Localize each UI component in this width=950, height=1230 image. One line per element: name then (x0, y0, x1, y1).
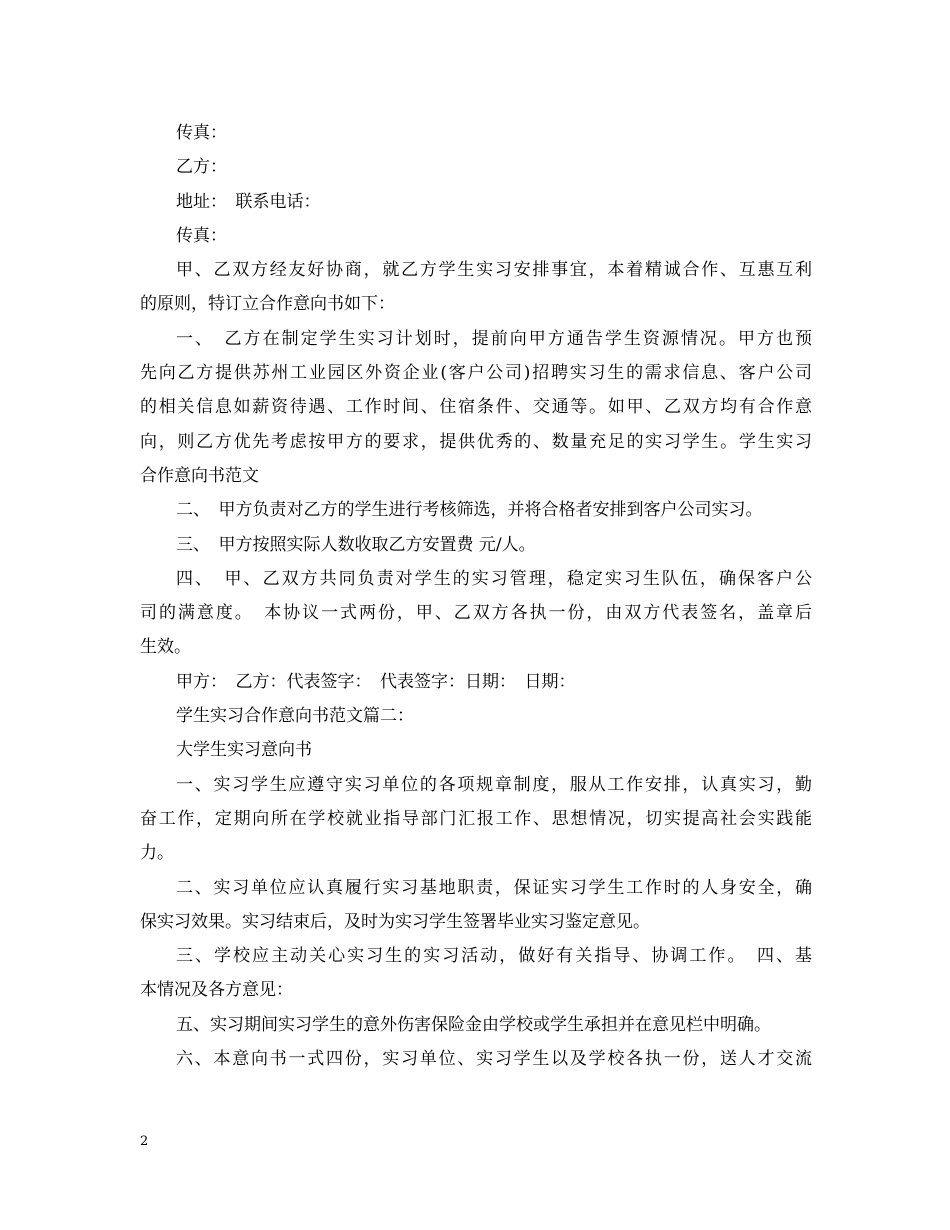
text-line: 三、 甲方按照实际人数收取乙方安置费 元/人。 (176, 534, 536, 555)
text-line: 五、实习期间实习学生的意外伤害保险金由学校或学生承担并在意见栏中明确。 (176, 1014, 771, 1035)
text-line: 本情况及各方意见： (140, 980, 293, 1001)
text-line: 先向乙方提供苏州工业园区外资企业(客户公司)招聘实习生的需求信息、客户公司 (140, 363, 812, 384)
text-line: 六、本意向书一式四份，实习单位、实习学生以及学校各执一份，送人才交流 (176, 1049, 812, 1070)
text-line: 合作意向书范文 (140, 465, 259, 486)
text-line: 司的满意度。 本协议一式两份，甲、乙双方各执一份，由双方代表签名，盖章后 (140, 603, 812, 624)
text-line: 的原则，特订立合作意向书如下： (140, 294, 395, 315)
text-line: 保实习效果。实习结束后，及时为实习学生签署毕业实习鉴定意见。 (140, 911, 650, 932)
text-line: 一、实习学生应遵守实习单位的各项规章制度，服从工作安排，认真实习，勤 (176, 774, 812, 795)
text-line: 大学生实习意向书 (176, 740, 312, 761)
text-line: 二、实习单位应认真履行实习基地职责，保证实习学生工作时的人身安全，确 (176, 877, 812, 898)
text-line: 甲、乙双方经友好协商，就乙方学生实习安排事宜，本着精诚合作、互惠互利 (176, 260, 812, 281)
text-line: 传真： (176, 225, 227, 246)
text-line: 生效。 (140, 637, 191, 658)
text-line: 传真： (176, 123, 227, 143)
text-line: 三、学校应主动关心实习生的实习活动，做好有关指导、协调工作。 四、基 (176, 946, 812, 967)
text-line: 向，则乙方优先考虑按甲方的要求，提供优秀的、数量充足的实习学生。学生实习 (140, 431, 812, 452)
text-line: 二、 甲方负责对乙方的学生进行考核筛选，并将合格者安排到客户公司实习。 (176, 500, 763, 521)
text-line: 乙方： (176, 157, 227, 178)
text-line: 一、 乙方在制定学生实习计划时，提前向甲方通告学生资源情况。甲方也预 (176, 328, 812, 349)
text-line: 奋工作，定期向所在学校就业指导部门汇报工作、思想情况，切实提高社会实践能 (140, 808, 812, 829)
text-line: 甲方： 乙方：代表签字： 代表签字：日期： 日期： (176, 671, 576, 692)
text-line: 地址： 联系电话： (176, 191, 321, 212)
text-line: 学生实习合作意向书范文篇二： (176, 706, 414, 727)
text-line: 力。 (140, 843, 174, 864)
text-line: 的相关信息如薪资待遇、工作时间、住宿条件、交通等。如甲、乙双方均有合作意 (140, 397, 812, 418)
text-line: 四、 甲、乙双方共同负责对学生的实习管理，稳定实习生队伍，确保客户公 (176, 568, 812, 589)
document-body (140, 116, 812, 1076)
page-number: 2 (140, 1134, 149, 1149)
